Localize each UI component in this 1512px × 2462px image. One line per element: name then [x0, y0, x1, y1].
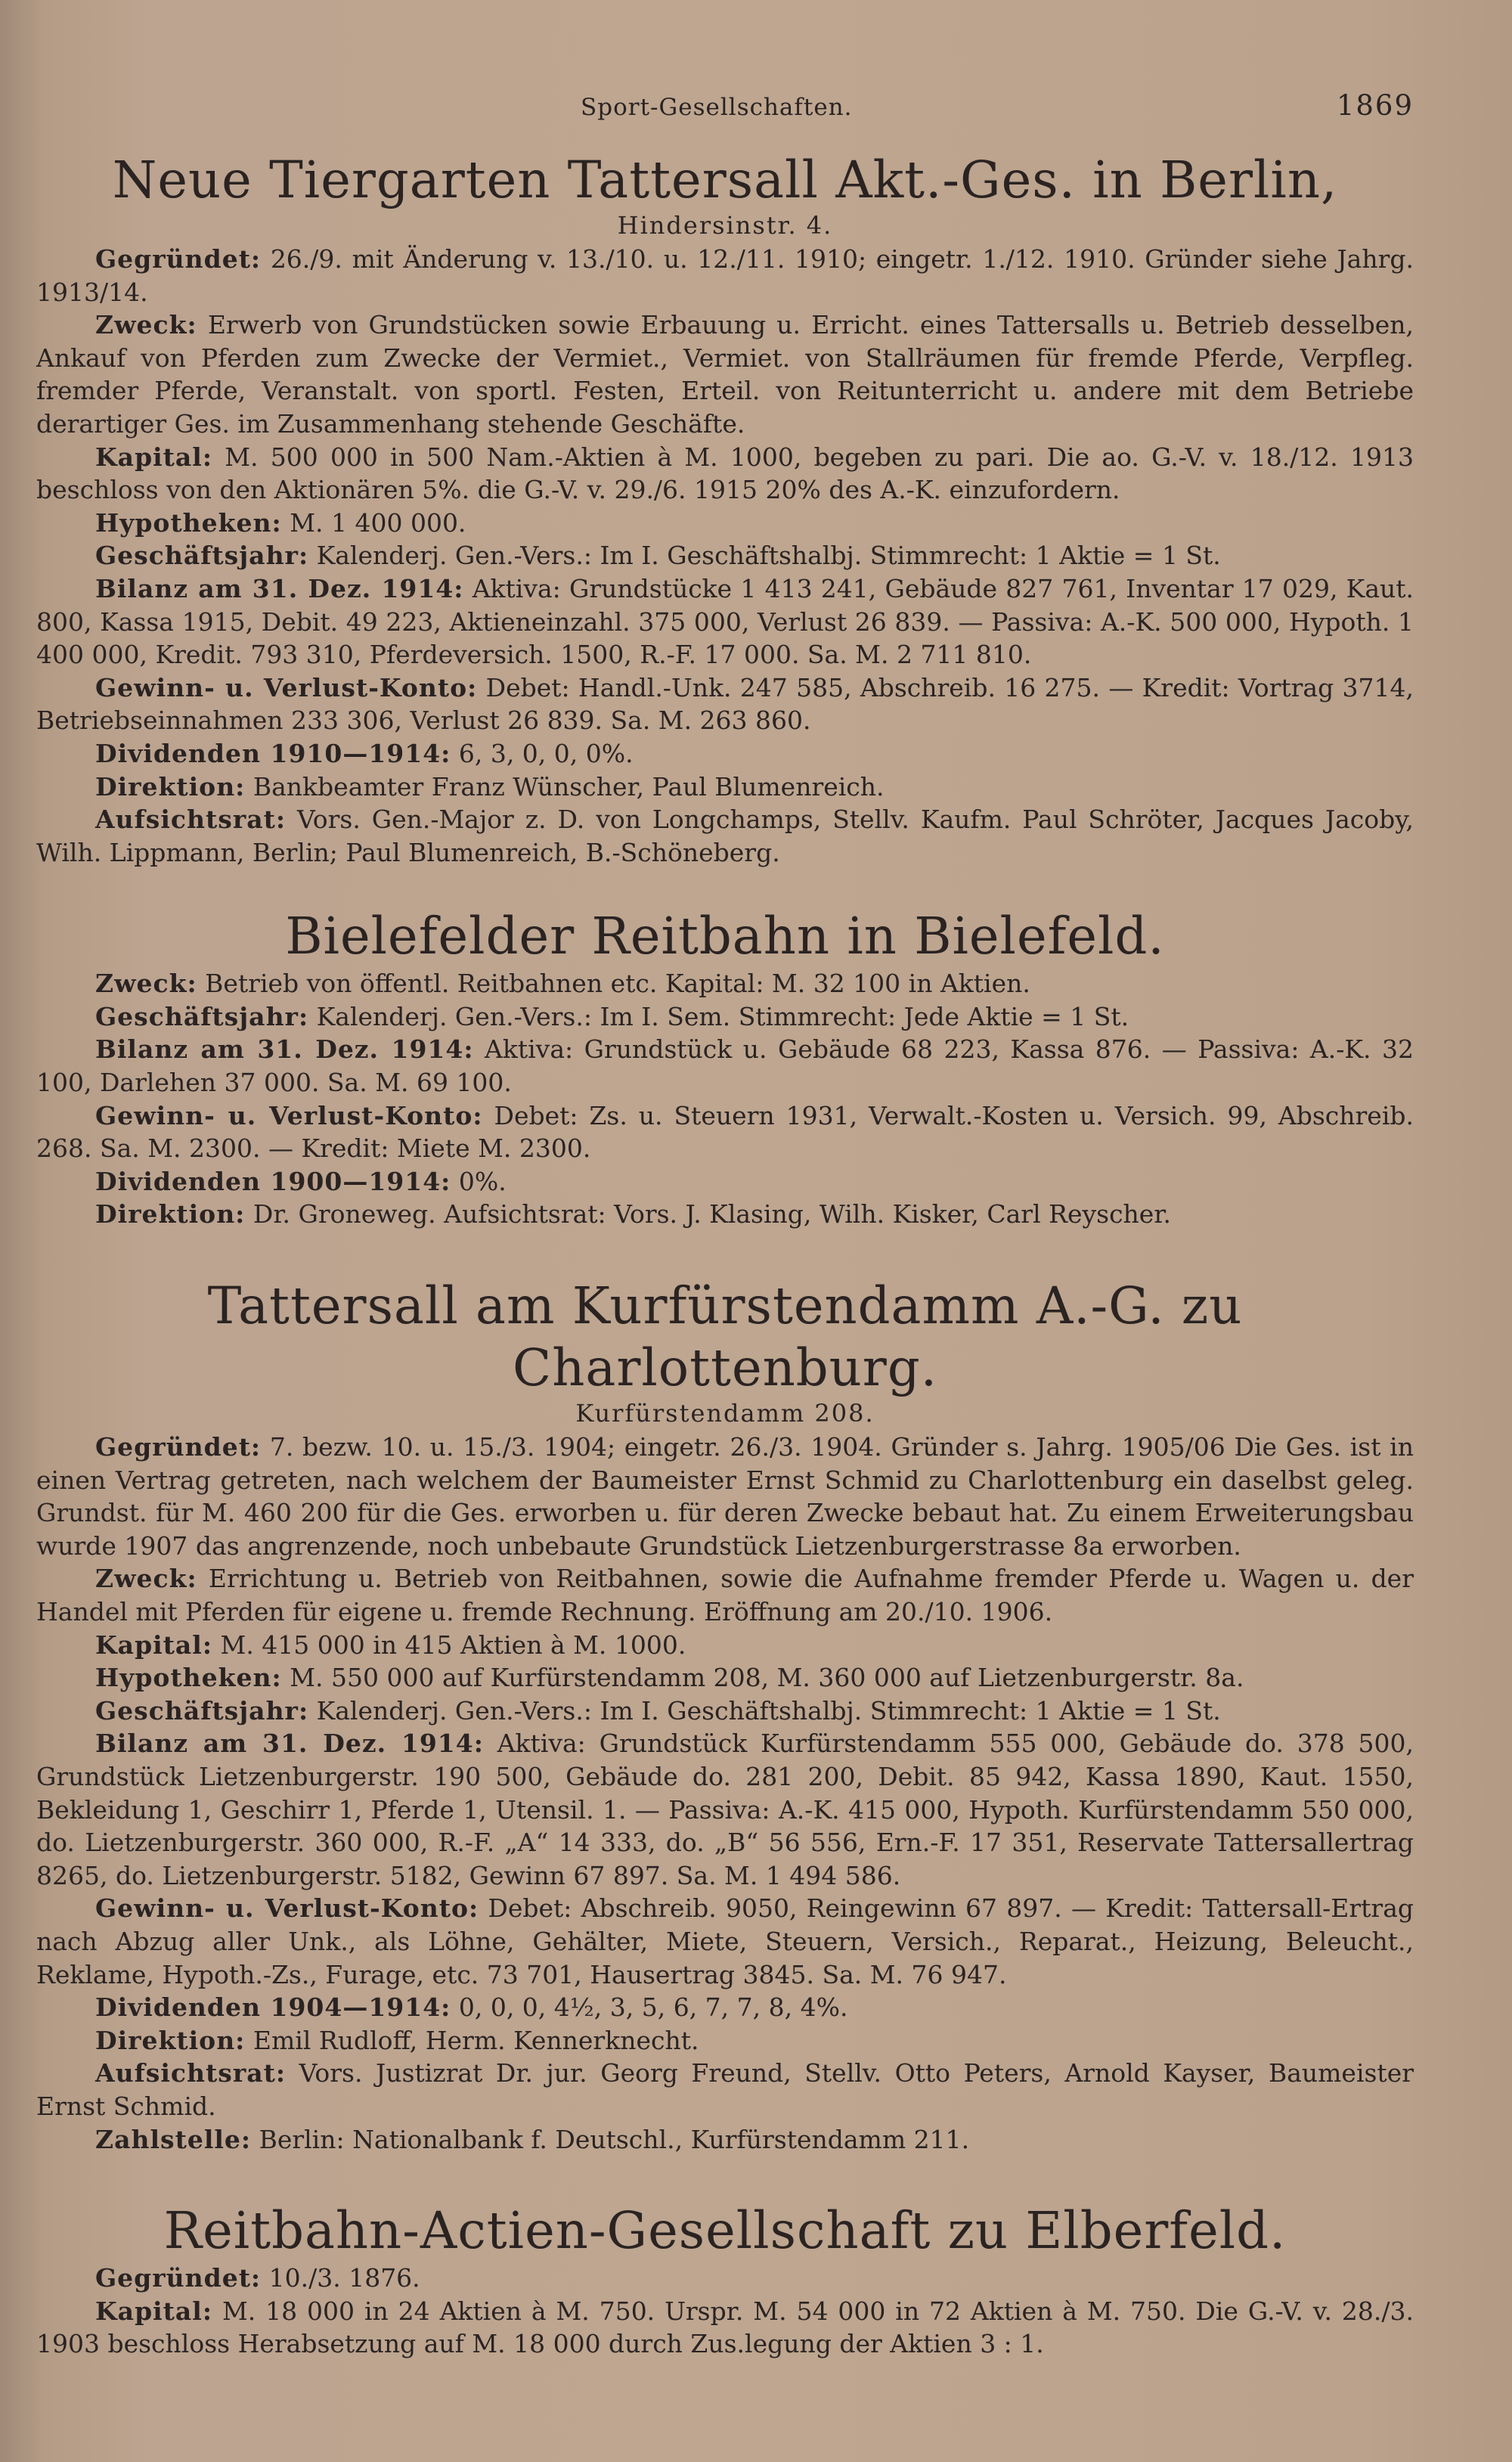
entry-text: Aktiva: Grundstücke 1 413 241, Gebäude 827 761, Inventar 17 029, Kaut. 800, Kassa 1915, Debit. 49 223, Aktieneinzahl. 375 000, Verlust 26 839. — Passiva: A.-K. 500 000, Hypoth. 1 400 000, Kredit. 793 310, Pferdeversich. 1500, R.-F. 17 000. Sa. M. 2 711 810.	[36, 573, 1414, 670]
entry-direktion	[36, 2024, 1414, 2057]
entry-label: Direktion:	[95, 771, 246, 802]
entry-text: Berlin: Nationalbank f. Deutschl., Kurfürstendamm 211.	[259, 2124, 970, 2154]
entry-text: M. 415 000 in 415 Aktien à M. 1000.	[220, 1629, 686, 1660]
entry-zweck	[36, 967, 1414, 1000]
company-title: Tattersall am Kurfürstendamm A.-G. zu Charlottenburg.	[207, 1276, 1243, 1398]
entry-text: Aktiva: Grundstück u. Gebäude 68 223, Kassa 876. — Passiva: A.-K. 32 100, Darlehen 37 000. Sa. M. 69 100.	[36, 1034, 1414, 1098]
entry-text: Debet: Handl.-Unk. 247 585, Abschreib. 16 275. — Kredit: Vortrag 3714, Betriebseinnahmen 233 306, Verlust 26 839. Sa. M. 263 860.	[36, 672, 1414, 736]
company-section-kurfuerstendamm	[36, 1275, 1414, 2156]
entry-geschaeftsjahr	[36, 1000, 1414, 1034]
entry-gegruendet	[36, 1431, 1414, 1562]
running-title: Sport-Gesellschaften.	[581, 94, 853, 121]
entry-text: Vors. Gen.-Major z. D. von Longchamps, Stellv. Kaufm. Paul Schröter, Jacques Jacoby, Wilh. Lippmann, Berlin; Paul Blumenreich, B.-Schöneberg.	[36, 805, 1414, 867]
entry-zahlstelle	[36, 2123, 1414, 2157]
entry-label: Direktion:	[95, 2025, 246, 2055]
entry-text: Debet: Abschreib. 9050, Reingewinn 67 897. — Kredit: Tattersall-Ertrag nach Abzug aller Unk., als Löhne, Gehälter, Miete, Steuern, Versich., Reparat., Heizung, Beleucht., Reklame, Hypoth.-Zs., Furage, etc. 73 701, Hausertrag 3845. Sa. M. 76 947.	[36, 1893, 1414, 1989]
entry-label: Kapital:	[95, 1629, 213, 1660]
entry-label: Direktion:	[95, 1199, 246, 1229]
entry-aufsichtsrat	[36, 803, 1414, 869]
entry-label: Hypotheken:	[95, 1663, 282, 1693]
entry-zweck	[36, 309, 1414, 440]
entry-label: Geschäftsjahr:	[95, 1001, 309, 1031]
entry-kapital	[36, 2295, 1414, 2361]
entry-label: Zweck:	[95, 1564, 197, 1594]
entry-text: Erwerb von Grundstücken sowie Erbauung u. Erricht. eines Tattersalls u. Betrieb desselben, Ankauf von Pferden zum Zwecke der Vermiet., Vermiet. von Stallräumen für fremde Pferde, Verpfleg. fremder Pferde, Veranstalt. von sportl. Festen, Erteil. von Reitunterricht u. andere mit dem Betriebe derartiger Ges. im Zusammenhang stehende Geschäfte.	[36, 310, 1414, 439]
entry-label: Gewinn- u. Verlust-Konto:	[95, 1893, 479, 1924]
entry-label: Kapital:	[95, 2296, 213, 2326]
entry-label: Dividenden 1904—1914:	[95, 1992, 451, 2023]
entry-bilanz	[36, 1727, 1414, 1892]
entry-label: Gegründet:	[95, 244, 262, 274]
company-section-elberfeld	[36, 2200, 1414, 2361]
entry-text: M. 1 400 000.	[290, 507, 466, 538]
entry-text: Errichtung u. Betrieb von Reitbahnen, sowie die Aufnahme fremder Pferde u. Wagen u. der Handel mit Pferden für eigene u. fremde Rechnung. Eröffnung am 20./10. 1906.	[36, 1564, 1414, 1626]
entry-gegruendet	[36, 2262, 1414, 2295]
entry-text: M. 550 000 auf Kurfürstendamm 208, M. 360 000 auf Lietzenburgerstr. 8a.	[290, 1663, 1244, 1693]
entry-text: 10./3. 1876.	[268, 2263, 420, 2293]
entry-zweck	[36, 1562, 1414, 1628]
section-spacer	[36, 1245, 1414, 1275]
entry-dividenden	[36, 1165, 1414, 1198]
entry-text: Vors. Justizrat Dr. jur. Georg Freund, Stellv. Otto Peters, Arnold Kayser, Baumeister Ernst Schmid.	[36, 2058, 1414, 2121]
entry-dividenden	[36, 1991, 1414, 2024]
entry-label: Gewinn- u. Verlust-Konto:	[95, 1100, 483, 1130]
entry-gewinn-verlust	[36, 671, 1414, 737]
entry-text: 6, 3, 0, 0, 0%.	[458, 738, 634, 768]
entry-label: Bilanz am 31. Dez. 1914:	[95, 1034, 474, 1065]
entry-label: Zahlstelle:	[95, 2124, 252, 2154]
entry-kapital	[36, 441, 1414, 507]
entry-text: 0, 0, 0, 4½, 3, 5, 6, 7, 7, 8, 4%.	[458, 1992, 848, 2023]
entry-dividenden	[36, 737, 1414, 771]
entry-label: Dividenden 1910—1914:	[95, 738, 451, 768]
entry-text: 0%.	[458, 1166, 507, 1196]
page-header	[36, 89, 1414, 122]
company-section-tiergarten	[36, 149, 1414, 869]
entry-label: Gegründet:	[95, 2263, 262, 2293]
company-address: Kurfürstendamm 208.	[575, 1399, 875, 1428]
entry-bilanz	[36, 572, 1414, 671]
entry-text: M. 18 000 in 24 Aktien à M. 750. Urspr. M. 54 000 in 72 Aktien à M. 750. Die G.-V. v. 28./3. 1903 beschloss Herabsetzung auf M. 18 000 durch Zus.legung der Aktien 3 : 1.	[36, 2296, 1414, 2359]
page-number: 1869	[1336, 89, 1414, 122]
entry-bilanz	[36, 1033, 1414, 1099]
entry-geschaeftsjahr	[36, 539, 1414, 572]
entry-text: Kalenderj. Gen.-Vers.: Im I. Geschäftshalbj. Stimmrecht: 1 Aktie = 1 St.	[316, 541, 1221, 571]
entry-geschaeftsjahr	[36, 1695, 1414, 1728]
entry-label: Zweck:	[95, 310, 197, 340]
entry-text: M. 500 000 in 500 Nam.-Aktien à M. 1000, begeben zu pari. Die ao. G.-V. v. 18./12. 1913 beschloss von den Aktionären 5%. die G.-V. v. 29./6. 1915 20% des A.-K. einzufordern.	[36, 442, 1414, 505]
entry-label: Gewinn- u. Verlust-Konto:	[95, 672, 478, 702]
entry-direktion	[36, 1198, 1414, 1231]
entry-text: Emil Rudloff, Herm. Kennerknecht.	[253, 2025, 699, 2055]
entry-label: Aufsichtsrat:	[95, 2058, 287, 2088]
entry-text: Kalenderj. Gen.-Vers.: Im I. Geschäftshalbj. Stimmrecht: 1 Aktie = 1 St.	[316, 1695, 1221, 1726]
entry-label: Dividenden 1900—1914:	[95, 1166, 451, 1196]
entry-gewinn-verlust	[36, 1099, 1414, 1165]
entry-text: Bankbeamter Franz Wünscher, Paul Blumenreich.	[253, 771, 885, 802]
entry-text: Debet: Zs. u. Steuern 1931, Verwalt.-Kosten u. Versich. 99, Abschreib. 268. Sa. M. 2300. — Kredit: Miete M. 2300.	[36, 1100, 1414, 1164]
entry-label: Aufsichtsrat:	[95, 805, 287, 835]
entry-label: Hypotheken:	[95, 507, 282, 538]
entry-kapital	[36, 1629, 1414, 1662]
company-section-bielefeld	[36, 905, 1414, 1231]
entry-label: Bilanz am 31. Dez. 1914:	[95, 573, 464, 603]
company-title: Reitbahn-Actien-Gesellschaft zu Elberfeld.	[163, 2201, 1287, 2261]
entry-label: Gegründet:	[95, 1432, 262, 1462]
entry-label: Bilanz am 31. Dez. 1914:	[95, 1729, 484, 1759]
entry-label: Geschäftsjahr:	[95, 1695, 309, 1726]
entry-text: Betrieb von öffentl. Reitbahnen etc. Kapital: M. 32 100 in Aktien.	[205, 969, 1030, 999]
company-title: Neue Tiergarten Tattersall Akt.-Ges. in Berlin,	[112, 150, 1338, 209]
entry-hypotheken	[36, 507, 1414, 540]
entry-gegruendet	[36, 243, 1414, 309]
entry-text: 7. bezw. 10. u. 15./3. 1904; eingetr. 26./3. 1904. Gründer s. Jahrg. 1905/06 Die Ges. ist in einen Vertrag getreten, nach welchem der Baumeister Ernst Schmid zu Charlottenburg ein daselbst geleg. Grundst. für M. 460 200 für die Ges. erworben u. für deren Zwecke bebaut hat. Zu einem Erweiterungsbau wurde 1907 das angrenzende, noch unbebaute Grundstück Lietzenburgerstrasse 8a erworben.	[36, 1432, 1414, 1561]
entry-label: Zweck:	[95, 969, 197, 999]
entry-text: Kalenderj. Gen.-Vers.: Im I. Sem. Stimmrecht: Jede Aktie = 1 St.	[316, 1001, 1129, 1031]
company-address: Hindersinstr. 4.	[617, 211, 833, 240]
entry-text: Dr. Groneweg. Aufsichtsrat: Vors. J. Klasing, Wilh. Kisker, Carl Reyscher.	[253, 1199, 1171, 1229]
entry-text: Aktiva: Grundstück Kurfürstendamm 555 000, Gebäude do. 378 500, Grundstück Lietzenburgerstr. 190 500, Gebäude do. 281 200, Debit. 85 942, Kassa 1890, Kaut. 1550, Bekleidung 1, Geschirr 1, Pferde 1, Utensil. 1. — Passiva: A.-K. 415 000, Hypoth. Kurfürstendamm 550 000, do. Lietzenburgerstr. 360 000, R.-F. „A“ 14 333, do. „B“ 56 556, Ern.-F. 17 351, Reservate Tattersallertrag 8265, do. Lietzenburgerstr. 5182, Gewinn 67 897. Sa. M. 1 494 586.	[36, 1729, 1414, 1890]
entry-label: Kapital:	[95, 442, 213, 472]
entry-direktion	[36, 771, 1414, 804]
company-title: Bielefelder Reitbahn in Bielefeld.	[285, 907, 1165, 966]
section-spacer	[36, 882, 1414, 905]
entry-aufsichtsrat	[36, 2057, 1414, 2122]
section-spacer	[36, 2169, 1414, 2200]
entry-label: Geschäftsjahr:	[95, 541, 309, 571]
entry-gewinn-verlust	[36, 1892, 1414, 1991]
entry-text: 26./9. mit Änderung v. 13./10. u. 12./11. 1910; eingetr. 1./12. 1910. Gründer siehe Jahrg. 1913/14.	[36, 244, 1414, 307]
entry-hypotheken	[36, 1661, 1414, 1695]
